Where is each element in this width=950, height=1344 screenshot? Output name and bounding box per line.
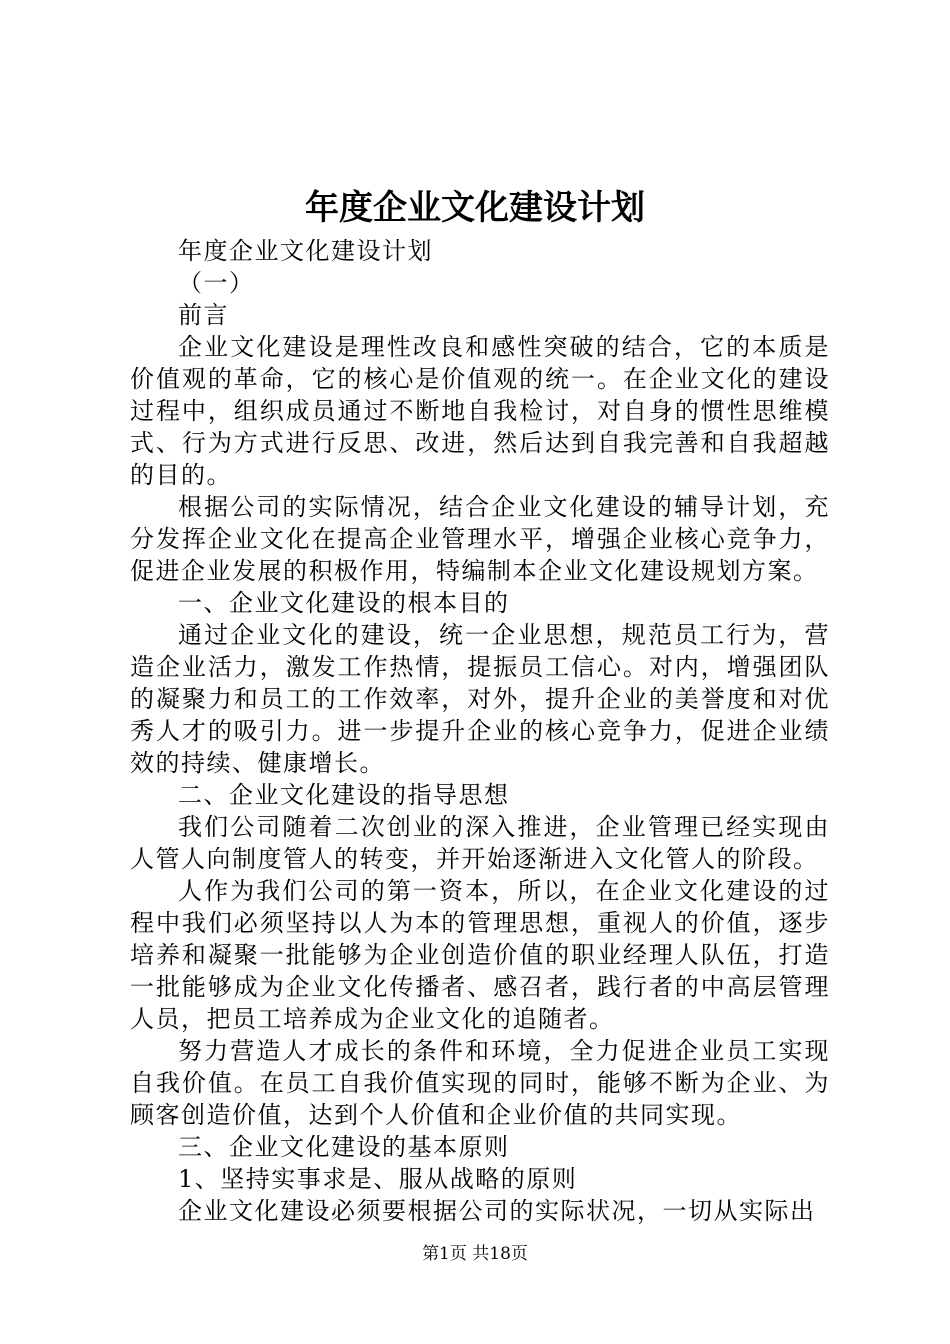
paragraph: 企业文化建设必须要根据公司的实际状况，一切从实际出 — [178, 1197, 816, 1225]
document-body — [130, 235, 830, 1227]
paragraph: 企业文化建设是理性改良和感性突破的结合，它的本质是价值观的革命，它的核心是价值观的统一。在企业文化的建设过程中，组织成员通过不断地自我检讨，对自身的惯性思维模式、行为方式进行反思、改进，然后达到自我完善和自我超越的目的。 — [130, 333, 830, 489]
subsection-heading: 1、坚持实事求是、服从战略的原则 — [178, 1165, 578, 1193]
page-footer: 第1页 共18页 — [422, 1244, 528, 1264]
section-heading-2: 二、企业文化建设的指导思想 — [178, 781, 510, 809]
paragraph-section-number: （一） — [178, 269, 255, 297]
paragraph-subtitle: 年度企业文化建设计划 — [178, 237, 433, 265]
paragraph: 通过企业文化的建设，统一企业思想，规范员工行为，营造企业活力，激发工作热情，提振员工信心。对内，增强团队的凝聚力和员工的工作效率，对外，提升企业的美誉度和对优秀人才的吸引力。进一步提升企业的核心竞争力，促进企业绩效的持续、健康增长。 — [130, 621, 830, 777]
paragraph: 根据公司的实际情况，结合企业文化建设的辅导计划，充分发挥企业文化在提高企业管理水平，增强企业核心竞争力，促进企业发展的积极作用，特编制本企业文化建设规划方案。 — [130, 493, 830, 585]
document-title: 年度企业文化建设计划 — [305, 188, 645, 228]
section-heading-3: 三、企业文化建设的基本原则 — [178, 1133, 510, 1161]
section-heading-1: 一、企业文化建设的根本目的 — [178, 589, 510, 617]
paragraph: 我们公司随着二次创业的深入推进，企业管理已经实现由人管人向制度管人的转变，并开始逐渐进入文化管人的阶段。 — [130, 813, 830, 873]
paragraph: 努力营造人才成长的条件和环境，全力促进企业员工实现自我价值。在员工自我价值实现的同时，能够不断为企业、为顾客创造价值，达到个人价值和企业价值的共同实现。 — [130, 1037, 830, 1129]
paragraph: 人作为我们公司的第一资本，所以，在企业文化建设的过程中我们必须坚持以人为本的管理思想，重视人的价值，逐步培养和凝聚一批能够为企业创造价值的职业经理人队伍，打造一批能够成为企业文化传播者、感召者，践行者的中高层管理人员，把员工培养成为企业文化的追随者。 — [130, 877, 830, 1033]
paragraph-preface-heading: 前言 — [178, 301, 229, 329]
